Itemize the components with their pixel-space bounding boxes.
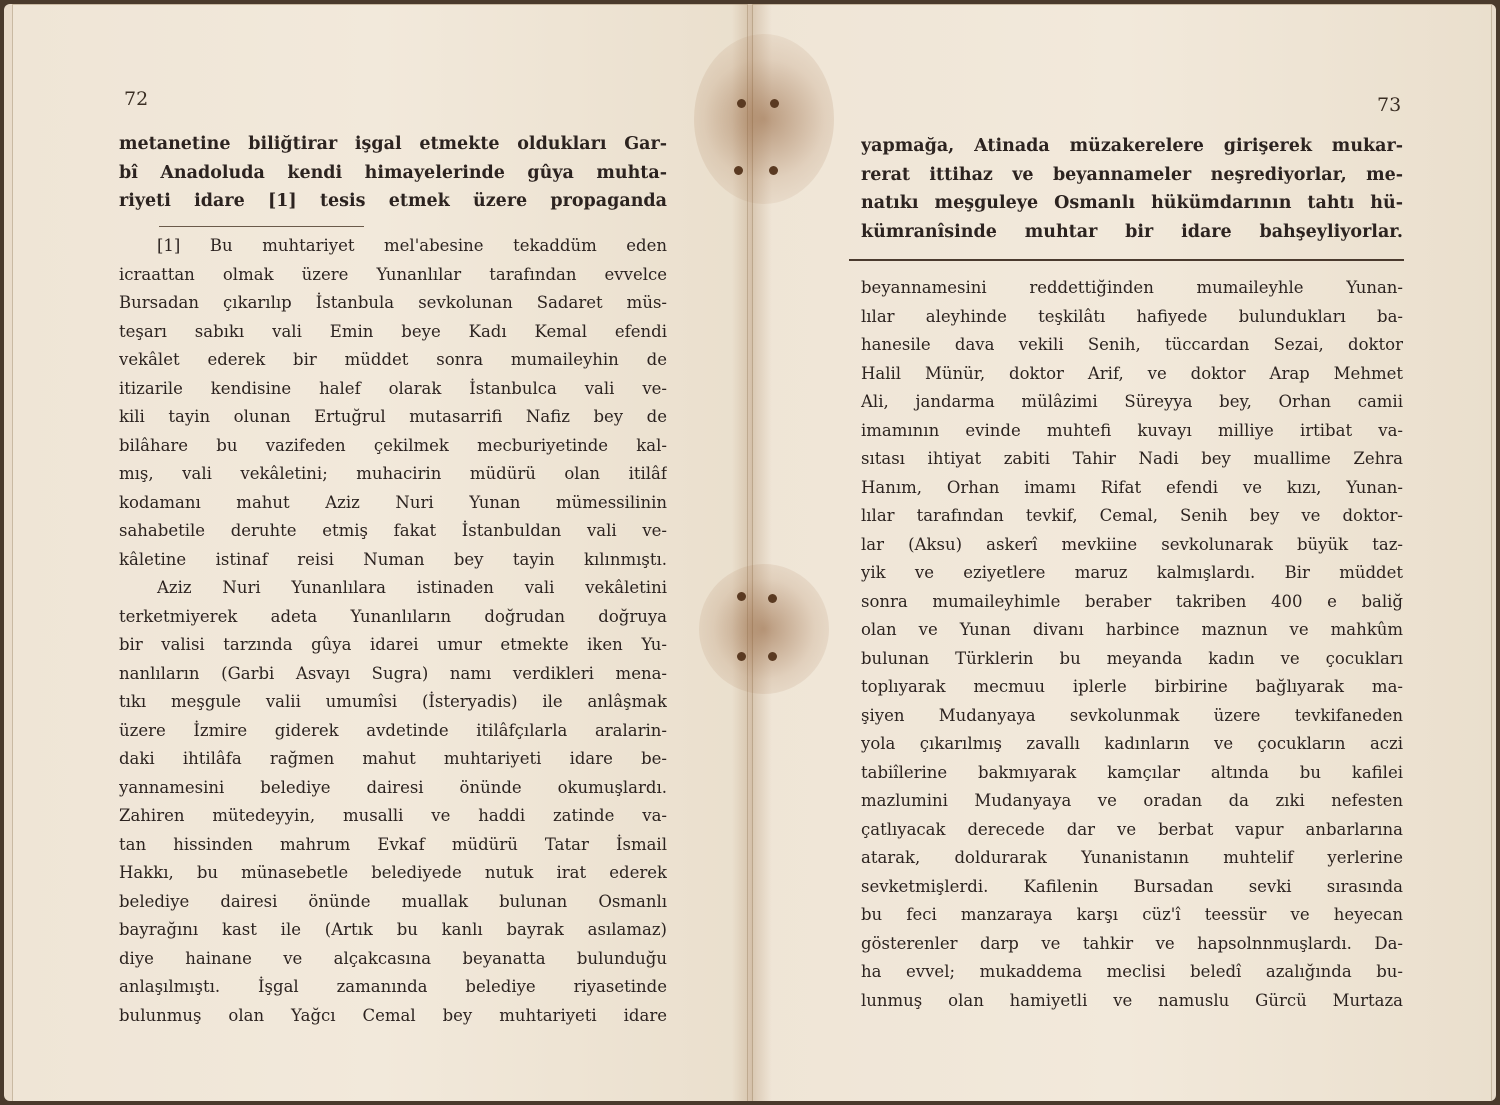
text-line: bir valisi tarzında gûya idarei umur etmekte iken Yu- [119,635,667,654]
text-line: kâletine istinaf reisi Numan bey tayin kılınmıştı. [119,549,667,569]
text-line: yik ve eziyetlere maruz kalmışlardı. Bir müddet [861,563,1403,582]
binding-hole [737,652,746,661]
text-line: rerat ittihaz ve beyannameler neşrediyorlar, me- [861,164,1403,185]
text-line: nanlıların (Garbi Asvayı Sugra) namı verdikleri mena- [119,663,667,683]
page-number-right: 73 [1377,94,1402,116]
text-line: sıtası ihtiyat zabiti Tahir Nadi bey muallime Zehra [861,449,1403,468]
binding-stain-middle [699,564,829,694]
text-line: Ali, jandarma mülâzimi Süreyya bey, Orhan camii [861,392,1403,411]
text-line: lılar tarafından tevkif, Cemal, Senih bey ve doktor- [861,506,1403,525]
text-line: hanesile dava vekili Senih, tüccardan Sezai, doktor [861,335,1403,354]
text-line: yapmağa, Atinada müzakerelere girişerek mukar- [861,136,1403,156]
text-line: Zahiren mütedeyyin, musalli ve haddi zatinde va- [119,806,667,825]
text-line: bayrağını kast ile (Artık bu kanlı bayrak asılamaz) [119,920,667,939]
binding-stain-top [694,34,834,204]
text-line: diye hainane ve alçakcasına beyanatta bulunduğu [119,948,667,968]
text-line: kümranîsinde muhtar bir idare bahşeyliyorlar. [861,221,1403,242]
text-line: sevketmişlerdi. Kafilenin Bursadan sevki sırasında [861,876,1403,896]
text-line: bilâhare bu vazifeden çekilmek mecburiyetinde kal- [119,435,667,455]
text-line: tıkı meşgule valii umumîsi (İsteryadis) ile anlâşmak [119,692,667,711]
text-line: itizarile kendisine halef olarak İstanbulca vali ve- [119,378,667,398]
text-line: sonra mumaileyhimle beraber takriben 400 e baliğ [861,591,1403,611]
text-line: natıkı meşguleye Osmanlı hükümdarının tahtı hü- [861,193,1403,213]
text-line: bu feci manzaraya karşı cüz'î teessür ve heyecan [861,905,1403,924]
text-line: lar (Aksu) askerî mevkiine sevkolunarak büyük taz- [861,534,1403,554]
binding-hole [734,166,743,175]
binding-hole [737,99,746,108]
binding-hole [769,166,778,175]
text-line: yannamesini belediye dairesi önünde okumuşlardı. [119,777,667,797]
text-line: bulunmuş olan Yağcı Cemal bey muhtariyeti idare [119,1005,667,1025]
text-line: metanetine biliğtirar işgal etmekte oldukları Gar- [119,134,667,154]
text-line: toplıyarak mecmuu iplerle birbirine bağlıyarak ma- [861,677,1403,696]
text-line: sahabetile deruhte etmiş fakat İstanbuldan vali ve- [119,521,667,540]
text-line: teşarı sabıkı vali Emin beye Kadı Kemal efendi [119,321,667,341]
binding-hole [768,652,777,661]
text-line: imamının evinde muhtefi kuvayı milliye irtibat va- [861,420,1403,440]
text-line: [1] Bu muhtariyet mel'abesine tekaddüm eden [157,236,667,255]
left-main-text [119,130,667,216]
text-line: gösterenler darp ve tahkir ve hapsolnnmuşlardı. Da- [861,933,1403,953]
text-line: lılar aleyhinde teşkilâtı hafiyede bulundukları ba- [861,306,1403,326]
text-line: mış, vali vekâletini; muhacirin müdürü olan itilâf [119,464,667,483]
book-spread [4,4,1496,1101]
text-line: tan hissinden mahrum Evkaf müdürü Tatar İsmail [119,834,667,854]
text-line: mazlumini Mudanyaya ve oradan da zıki nefesten [861,791,1403,810]
text-line: kili tayin olunan Ertuğrul mutasarrifi Nafiz bey de [119,407,667,426]
text-line: daki ihtilâfa rağmen mahut muhtariyeti idare be- [119,749,667,768]
footnote-rule [849,259,1404,261]
footnote-rule [159,226,364,227]
right-footnote-text [861,274,1403,1015]
text-line: ha evvel; mukaddema meclisi beledî azalığında bu- [861,962,1403,981]
text-line: lunmuş olan hamiyetli ve namuslu Gürcü Murtaza [861,990,1403,1010]
binding-hole [768,594,777,603]
right-main-text [861,132,1403,246]
text-line: belediye dairesi önünde muallak bulunan Osmanlı [119,891,667,911]
text-line: anlaşılmıştı. İşgal zamanında belediye riyasetinde [119,977,667,996]
text-line: Halil Münür, doktor Arif, ve doktor Arap Mehmet [861,363,1403,383]
text-line: atarak, doldurarak Yunanistanın muhtelif yerlerine [861,848,1403,867]
text-line: yola çıkarılmış zavallı kadınların ve çocukların aczi [861,734,1403,753]
text-line: riyeti idare [1] tesis etmek üzere propaganda [119,191,667,211]
text-line: icraattan olmak üzere Yunanlılar tarafından evvelce [119,264,667,284]
text-line: terketmiyerek adeta Yunanlıların doğrudan doğruya [119,606,667,626]
text-line: tabiîlerine bakmıyarak kamçılar altında bu kafilei [861,762,1403,782]
page-number-left: 72 [124,88,149,110]
text-line: şiyen Mudanyaya sevkolunmak üzere tevkifaneden [861,705,1403,725]
text-line: bulunan Türklerin bu meyanda kadın ve çocukları [861,648,1403,668]
binding-hole [770,99,779,108]
text-line: beyannamesini reddettiğinden mumaileyhle Yunan- [861,278,1403,297]
text-line: kodamanı mahut Aziz Nuri Yunan mümessilinin [119,492,667,512]
text-line: Aziz Nuri Yunanlılara istinaden vali vekâletini [157,578,667,597]
text-line: üzere İzmire giderek avdetinde itilâfçılarla aralarin- [119,720,667,740]
binding-hole [737,592,746,601]
text-line: olan ve Yunan divanı harbince maznun ve mahkûm [861,620,1403,639]
text-line: Hakkı, bu münasebetle belediyede nutuk irat ederek [119,863,667,882]
text-line: vekâlet ederek bir müddet sonra mumaileyhin de [119,350,667,369]
text-line: Hanım, Orhan imamı Rifat efendi ve kızı, Yunan- [861,477,1403,497]
left-footnote-text [119,232,667,1030]
text-line: Bursadan çıkarılıp İstanbula sevkolunan Sadaret müs- [119,293,667,312]
text-line: çatlıyacak derecede dar ve berbat vapur anbarlarına [861,819,1403,839]
text-line: bî Anadoluda kendi himayelerinde gûya muhta- [119,162,667,183]
